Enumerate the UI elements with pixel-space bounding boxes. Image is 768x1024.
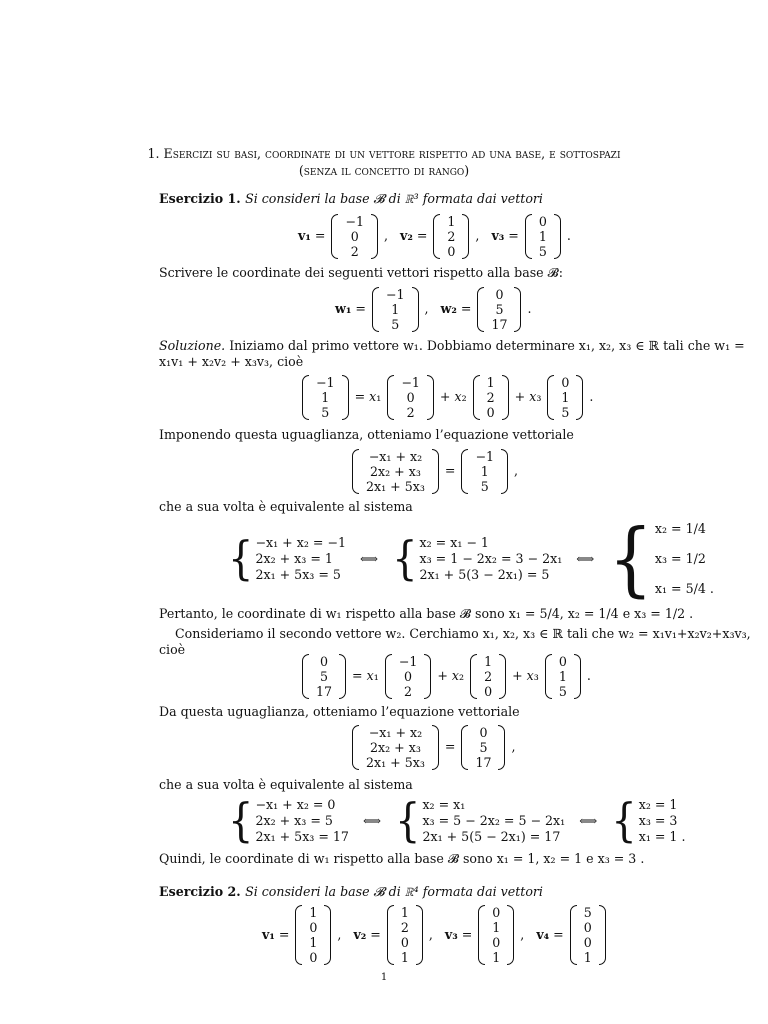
ex2-v2-name: v₂ bbox=[353, 927, 367, 943]
w2-name: w₂ bbox=[440, 301, 457, 317]
exercise-1-text: Si consideri la base 𝓑 di ℝ³ formata dai vettori bbox=[245, 191, 543, 206]
ex2-v2-matrix: 1 2 0 1 bbox=[387, 905, 423, 965]
solution-line-1 bbox=[159, 338, 745, 353]
v1-name: v₁ bbox=[298, 228, 311, 244]
w1-combination-equation: −1 1 5 = x₁ −1 0 2 + x₂ 1 2 0 + x₃ 0 1 5 . bbox=[300, 372, 597, 422]
ex2-v1-matrix: 1 0 1 0 bbox=[295, 905, 331, 965]
second-vector-line-2: cioè bbox=[159, 642, 186, 657]
second-vector-line-1: Consideriamo il secondo vettore w₂. Cerchiamo x₁, x₂, x₃ ∈ ℝ tali che w₂ = x₁v₁+x₂v₂+x₃v₃, bbox=[175, 626, 751, 641]
exercise-1-label: Esercizio 1 bbox=[159, 191, 237, 206]
w1-matrix: −1 1 5 bbox=[372, 287, 419, 332]
system-1: { −x₁ + x₂ = −1 2x₂ + x₃ = 1 2x₁ + 5x₃ = 5 ⟺ { x₂ = x₁ − 1 x₃ = 1 − 2x₂ = 3 − 2x₁ 2x₁ + 5(3 − 2x₁) = 5 ⟺ { x₂ = 1/4 x₃ = 1/2 x₁ = 5/4 . bbox=[228, 511, 714, 607]
solution-label: Soluzione. bbox=[159, 338, 226, 353]
equivalent-text-2: che a sua volta è equivalente al sistema bbox=[159, 777, 413, 792]
v3-matrix: 0 1 5 bbox=[525, 214, 561, 259]
exercise-2-label: Esercizio 2 bbox=[159, 884, 237, 899]
vector-equation-2: −x₁ + x₂ 2x₂ + x₃ 2x₁ + 5x₃ = 0 5 17 , bbox=[350, 722, 520, 772]
vector-equation-1: −x₁ + x₂ 2x₂ + x₃ 2x₁ + 5x₃ = −1 1 5 , bbox=[350, 446, 522, 496]
result-2: Quindi, le coordinate di w₁ rispetto alla base 𝓑 sono x₁ = 1, x₂ = 1 e x₃ = 3 . bbox=[159, 851, 645, 866]
v1-matrix: −1 0 2 bbox=[331, 214, 378, 259]
v2-name: v₂ bbox=[400, 228, 413, 244]
basis-vectors-ex2: v₁ = 1 0 1 0 , v₂ = 1 2 0 1 , v₃ = 0 1 0 1 , v₄ = 5 0 0 1 bbox=[262, 902, 608, 968]
ex2-v4-name: v₄ bbox=[536, 927, 550, 943]
ex2-v3-matrix: 0 1 0 1 bbox=[478, 905, 514, 965]
ex2-v1-name: v₁ bbox=[262, 927, 275, 943]
ex2-v4-matrix: 5 0 0 1 bbox=[570, 905, 606, 965]
solution-text-1: Iniziamo dal primo vettore w₁. Dobbiamo determinare x₁, x₂, x₃ ∈ ℝ tali che w₁ = bbox=[229, 338, 745, 353]
from-equation-text: Da questa uguaglianza, otteniamo l’equazione vettoriale bbox=[159, 704, 520, 719]
exercise-2-statement: Esercizio 2. Si consideri la base 𝓑 di ℝ⁴ formata dai vettori bbox=[159, 884, 543, 899]
system-2: { −x₁ + x₂ = 0 2x₂ + x₃ = 5 2x₁ + 5x₃ = 17 ⟺ { x₂ = x₁ x₃ = 5 − 2x₂ = 5 − 2x₁ 2x₁ + 5(5 − 2x₁) = 17 ⟺ { x₂ = 1 x₃ = 3 x₁ = 1 . bbox=[228, 794, 686, 848]
page-number: 1 bbox=[380, 972, 388, 983]
section-title: 1. Esercizi su basi, coordinate di un vettore rispetto ad una base, e sottospazi bbox=[147, 146, 621, 161]
target-vectors: w₁ = −1 1 5 , w₂ = 0 5 17 . bbox=[335, 286, 532, 332]
w1-name: w₁ bbox=[335, 301, 352, 317]
w2-matrix: 0 5 17 bbox=[477, 287, 521, 332]
w2-combination-equation: 0 5 17 = x₁ −1 0 2 + x₂ 1 2 0 + x₃ 0 1 5 . bbox=[300, 651, 595, 701]
v2-matrix: 1 2 0 bbox=[433, 214, 469, 259]
equivalent-text-1: che a sua volta è equivalente al sistema bbox=[159, 499, 413, 514]
basis-vectors-ex1: v₁ = −1 0 2 , v₂ = 1 2 0 , v₃ = 0 1 5 . bbox=[298, 213, 571, 259]
exercise-2-text: Si consideri la base 𝓑 di ℝ⁴ formata dai vettori bbox=[245, 884, 543, 899]
section-subtitle: (senza il concetto di rango) bbox=[298, 163, 470, 178]
exercise-1-statement: Esercizio 1. Si consideri la base 𝓑 di ℝ³ formata dai vettori bbox=[159, 191, 543, 206]
imposing-text: Imponendo questa uguaglianza, otteniamo l’equazione vettoriale bbox=[159, 427, 574, 442]
v3-name: v₃ bbox=[491, 228, 505, 244]
solution-line-2: x₁v₁ + x₂v₂ + x₃v₃, cioè bbox=[159, 354, 304, 369]
result-1: Pertanto, le coordinate di w₁ rispetto alla base 𝓑 sono x₁ = 5/4, x₂ = 1/4 e x₃ = 1/2 . bbox=[159, 606, 694, 621]
exercise-1-task: Scrivere le coordinate dei seguenti vettori rispetto alla base 𝓑: bbox=[159, 265, 563, 280]
ex2-v3-name: v₃ bbox=[444, 927, 458, 943]
